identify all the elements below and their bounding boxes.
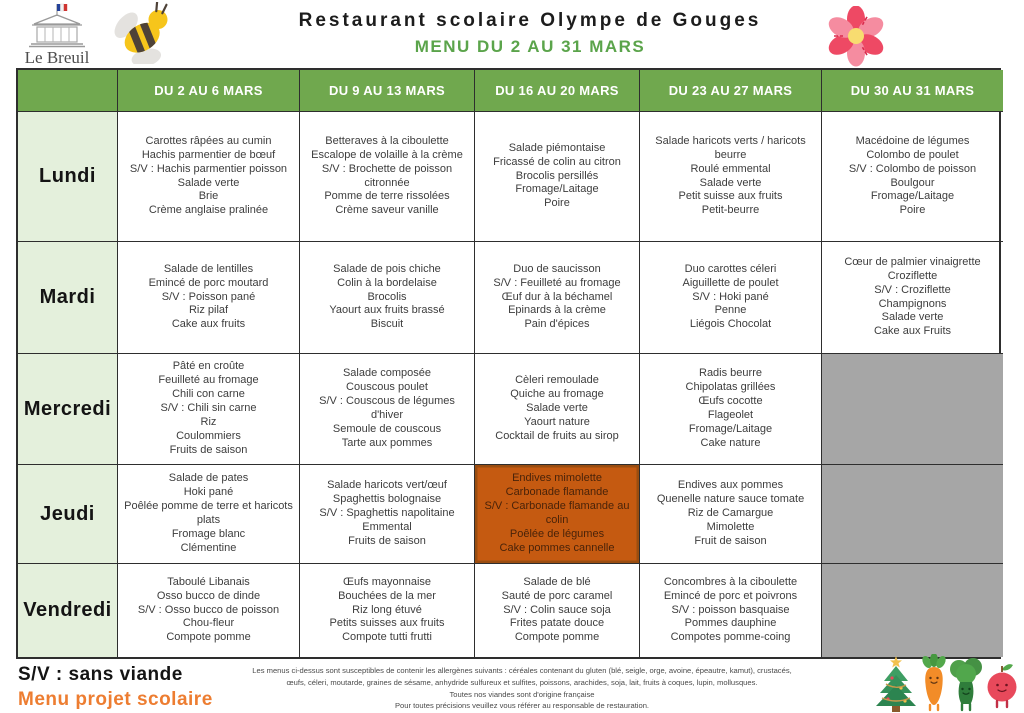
menu-item: Petit suisse aux fruits xyxy=(678,190,783,203)
menu-item: Epinards à la crème xyxy=(508,304,606,317)
menu-item: Biscuit xyxy=(370,318,404,331)
menu-item: Betteraves à la ciboulette xyxy=(325,134,449,147)
page-footer xyxy=(0,659,1024,713)
menu-item: S/V : Poisson pané xyxy=(161,290,256,303)
menu-item: Compotes pomme-coing xyxy=(670,631,791,644)
town-hall-icon xyxy=(14,2,100,48)
menu-cell-mercredi-week5 xyxy=(822,354,1003,465)
menu-table xyxy=(16,68,1001,659)
menu-item: Salade verte xyxy=(177,176,240,189)
menu-item: Brocolis xyxy=(367,290,407,303)
menu-item: Compote pomme xyxy=(514,631,600,644)
menu-cell-lundi-week5 xyxy=(822,112,1003,242)
menu-item: Brocolis persillés xyxy=(515,169,599,182)
menu-cell-mercredi-week3 xyxy=(475,354,640,465)
menu-item: Fruits de saison xyxy=(169,443,248,456)
week-header-1: DU 2 AU 6 MARS xyxy=(118,70,300,112)
menu-item: Yaourt aux fruits brassé xyxy=(329,304,445,317)
menu-item: Salade de blé xyxy=(523,575,591,588)
menu-item: Œuf dur à la béchamel xyxy=(501,290,613,303)
menu-item: Crème saveur vanille xyxy=(335,204,439,217)
menu-item: S/V : Croziflette xyxy=(874,283,951,296)
menu-item: Pain d'épices xyxy=(524,318,590,331)
legend-menu-projet: Menu projet scolaire xyxy=(18,688,213,710)
menu-item: Concombres à la ciboulette xyxy=(663,575,798,588)
legend-sans-viande: S/V : sans viande xyxy=(18,664,183,685)
menu-cell-vendredi-week3 xyxy=(475,564,640,657)
allergen-line-2: œufs, céleri, moutarde, graines de sésame, anhydride sulfureux et sulfites, poissons, arachides, soja, lait, fruits à coques, lupin, mollusques. xyxy=(286,677,758,687)
logo-text: Le Breuil xyxy=(24,48,90,67)
menu-item: Colombo de poulet xyxy=(866,148,959,161)
menu-item: Hachis parmentier de bœuf xyxy=(141,148,276,161)
day-label-vendredi: Vendredi xyxy=(18,564,118,657)
broccoli-character-icon xyxy=(948,654,984,712)
menu-item: Aiguillette de poulet xyxy=(682,276,779,289)
menu-item: Compote pomme xyxy=(166,631,251,644)
menu-item: Yaourt nature xyxy=(524,415,590,428)
menu-item: Escalope de volaille à la crème xyxy=(311,148,463,161)
menu-item: Cake aux Fruits xyxy=(873,325,952,338)
menu-item: S/V : Feuilleté au fromage xyxy=(493,276,621,289)
menu-item: S/V : Couscous de légumes d'hiver xyxy=(319,395,455,421)
menu-item: Fromage blanc xyxy=(171,527,246,540)
menu-item: S/V : poisson basquaise xyxy=(671,603,790,616)
menu-cell-mardi-week5 xyxy=(822,242,1003,354)
week-header-4: DU 23 AU 27 MARS xyxy=(640,70,822,112)
menu-item: Emmental xyxy=(362,520,412,533)
menu-item: S/V : Colombo de poisson xyxy=(848,162,977,175)
menu-item: Croziflette xyxy=(887,269,938,282)
menu-item: Quiche au fromage xyxy=(510,388,604,401)
menu-item: Petit-beurre xyxy=(701,204,760,217)
menu-item: S/V : Osso bucco de poisson xyxy=(137,603,280,616)
menu-item: Endives mimolette xyxy=(512,472,602,485)
menu-cell-vendredi-week2 xyxy=(300,564,475,657)
page-subtitle: MENU DU 2 AU 31 MARS xyxy=(414,37,646,56)
menu-item: Fromage/Laitage xyxy=(688,422,773,435)
apple-character-icon xyxy=(984,660,1020,712)
page-title: Restaurant scolaire Olympe de Gouges xyxy=(298,10,762,31)
menu-item: Poire xyxy=(544,197,570,210)
menu-item: Cœur de palmier vinaigrette xyxy=(844,255,981,268)
menu-item: Liégois Chocolat xyxy=(689,318,772,331)
menu-item: Radis beurre xyxy=(699,367,762,380)
menu-item: Clémentine xyxy=(180,541,237,554)
christmas-tree-icon xyxy=(872,654,920,712)
menu-item: Emincé de porc moutard xyxy=(148,276,269,289)
menu-cell-jeudi-week1 xyxy=(118,465,300,564)
menu-item: Sauté de porc caramel xyxy=(501,589,613,602)
menu-item: Poire xyxy=(899,204,926,217)
menu-item: Bouchées de la mer xyxy=(338,589,436,602)
carrot-character-icon xyxy=(920,654,948,712)
menu-item: Spaghettis bolognaise xyxy=(332,493,442,506)
menu-item: S/V : Hoki pané xyxy=(692,290,769,303)
menu-item: Tarte aux pommes xyxy=(341,436,433,449)
menu-item: Quenelle nature sauce tomate xyxy=(656,493,805,506)
menu-item: Salade verte xyxy=(881,311,944,324)
menu-item: Cake pommes cannelle xyxy=(499,541,615,554)
menu-item: Colin à la bordelaise xyxy=(337,276,437,289)
bee-icon xyxy=(106,2,182,69)
allergen-notice xyxy=(164,665,880,712)
day-label-lundi: Lundi xyxy=(18,112,118,242)
menu-cell-jeudi-week5 xyxy=(822,465,1003,564)
menu-cell-mardi-week4 xyxy=(640,242,822,354)
menu-item: Riz long étuvé xyxy=(352,603,422,616)
menu-item: Salade de pates xyxy=(168,472,249,485)
menu-item: Salade piémontaise xyxy=(508,141,606,154)
menu-cell-mercredi-week1 xyxy=(118,354,300,465)
menu-item: Carbonade flamande xyxy=(505,486,609,499)
menu-item: S/V : Brochette de poisson citronnée xyxy=(321,162,453,189)
week-header-3: DU 16 AU 20 MARS xyxy=(475,70,640,112)
menu-item: S/V : Colin sauce soja xyxy=(503,603,611,616)
menu-item: Champignons xyxy=(878,297,947,310)
day-label-jeudi: Jeudi xyxy=(18,465,118,564)
menu-item: Chipolatas grillées xyxy=(685,381,776,394)
menu-item: Fromage/Laitage xyxy=(870,190,955,203)
pink-flower-icon xyxy=(828,6,884,73)
menu-item: Riz de Camargue xyxy=(687,507,774,520)
menu-item: Salade verte xyxy=(526,402,588,415)
menu-item: Taboulé Libanais xyxy=(167,575,250,588)
table-corner-cell xyxy=(18,70,118,112)
menu-item: Duo de saucisson xyxy=(513,262,601,275)
week-header-2: DU 9 AU 13 MARS xyxy=(300,70,475,112)
menu-item: Pomme de terre rissolées xyxy=(324,190,450,203)
menu-item: Riz xyxy=(200,415,217,428)
menu-item: S/V : Spaghettis napolitaine xyxy=(319,507,455,520)
menu-item: Coulommiers xyxy=(176,429,241,442)
menu-item: Emincé de porc et poivrons xyxy=(663,589,798,602)
town-logo xyxy=(10,2,104,68)
menu-cell-lundi-week2 xyxy=(300,112,475,242)
vegetable-characters xyxy=(872,654,1020,712)
menu-item: S/V : Hachis parmentier poisson xyxy=(129,162,288,175)
allergen-line-3: Toutes nos viandes sont d'origine française xyxy=(449,689,595,699)
menu-item: Cèleri remoulade xyxy=(515,374,599,387)
menu-item: Macédoine de légumes xyxy=(855,134,970,147)
menu-cell-mercredi-week2 xyxy=(300,354,475,465)
menu-item: Feuilleté au fromage xyxy=(158,374,259,387)
menu-item: Couscous poulet xyxy=(346,381,428,394)
menu-item: Flageolet xyxy=(707,409,754,421)
menu-item: Pommes dauphine xyxy=(684,617,777,630)
allergen-line-1: Les menus ci-dessus sont susceptibles de contenir les allergènes suivants : céréales contenant du gluten (blé, seigle, orge, avoine, épeautre, kamut), crustacés, xyxy=(252,666,792,675)
menu-item: Pâté en croûte xyxy=(172,360,245,373)
menu-item: Endives aux pommes xyxy=(677,479,784,492)
menu-cell-mercredi-week4 xyxy=(640,354,822,465)
menu-item: Roulé emmental xyxy=(690,162,771,175)
menu-cell-mardi-week2 xyxy=(300,242,475,354)
menu-item: S/V : Chili sin carne xyxy=(160,402,257,415)
menu-item: Salade de pois chiche xyxy=(333,262,441,275)
menu-cell-vendredi-week4 xyxy=(640,564,822,657)
menu-item: Salade haricots verts / haricots beurre xyxy=(655,134,806,161)
menu-item: Cocktail de fruits au sirop xyxy=(495,429,619,442)
menu-item: Compote tutti frutti xyxy=(342,631,432,644)
menu-item: Chou-fleur xyxy=(182,617,235,630)
menu-item: Fruits de saison xyxy=(348,534,426,547)
menu-item: Fricassé de colin au citron xyxy=(493,155,621,168)
menu-item: Crème anglaise pralinée xyxy=(148,204,269,217)
menu-item: Carottes râpées au cumin xyxy=(145,134,272,147)
menu-item: Cake nature xyxy=(700,436,761,449)
menu-item: Fromage/Laitage xyxy=(515,183,599,196)
menu-cell-lundi-week4 xyxy=(640,112,822,242)
menu-cell-lundi-week1 xyxy=(118,112,300,242)
menu-item: Riz pilaf xyxy=(188,304,229,317)
day-label-mercredi: Mercredi xyxy=(18,354,118,465)
menu-item: Osso bucco de dinde xyxy=(156,589,261,602)
menu-cell-mardi-week1 xyxy=(118,242,300,354)
menu-item: Boulgour xyxy=(890,176,935,189)
menu-item: Chili con carne xyxy=(172,388,245,401)
menu-item: Brie xyxy=(198,190,219,203)
menu-item: Œufs mayonnaise xyxy=(342,575,432,588)
menu-cell-lundi-week3 xyxy=(475,112,640,242)
allergen-line-4: Pour toutes précisions veuillez vous référer au responsable de restauration. xyxy=(394,701,650,711)
menu-item: Œufs cocotte xyxy=(698,395,763,408)
menu-cell-jeudi-week2 xyxy=(300,465,475,564)
menu-item: Hoki pané xyxy=(183,486,234,499)
menu-item: Salade haricots vert/œuf xyxy=(327,479,447,492)
menu-item: Salade verte xyxy=(699,176,762,189)
menu-item: Mimolette xyxy=(706,520,755,533)
menu-cell-mardi-week3 xyxy=(475,242,640,354)
menu-item: Duo carottes céleri xyxy=(684,262,777,275)
menu-item: Salade de lentilles xyxy=(163,262,254,275)
menu-item: Fruit de saison xyxy=(694,534,767,547)
menu-item: Poêlée de légumes xyxy=(509,527,605,540)
menu-item: Frites patate douce xyxy=(509,617,605,630)
page-header xyxy=(0,0,1024,68)
menu-cell-jeudi-week4 xyxy=(640,465,822,564)
menu-item: Petits suisses aux fruits xyxy=(329,617,445,630)
menu-cell-jeudi-week3 xyxy=(475,465,640,564)
menu-item: Semoule de couscous xyxy=(332,422,442,435)
menu-item: Cake aux fruits xyxy=(171,318,246,331)
menu-item: Salade composée xyxy=(342,367,432,380)
title-block xyxy=(210,10,850,57)
menu-item: Poêlée pomme de terre et haricots plats xyxy=(124,500,293,526)
menu-cell-vendredi-week1 xyxy=(118,564,300,657)
menu-cell-vendredi-week5 xyxy=(822,564,1003,657)
week-header-5: DU 30 AU 31 MARS xyxy=(822,70,1003,112)
menu-item: S/V : Carbonade flamande au colin xyxy=(484,500,630,526)
day-label-mardi: Mardi xyxy=(18,242,118,354)
menu-item: Penne xyxy=(714,304,747,317)
